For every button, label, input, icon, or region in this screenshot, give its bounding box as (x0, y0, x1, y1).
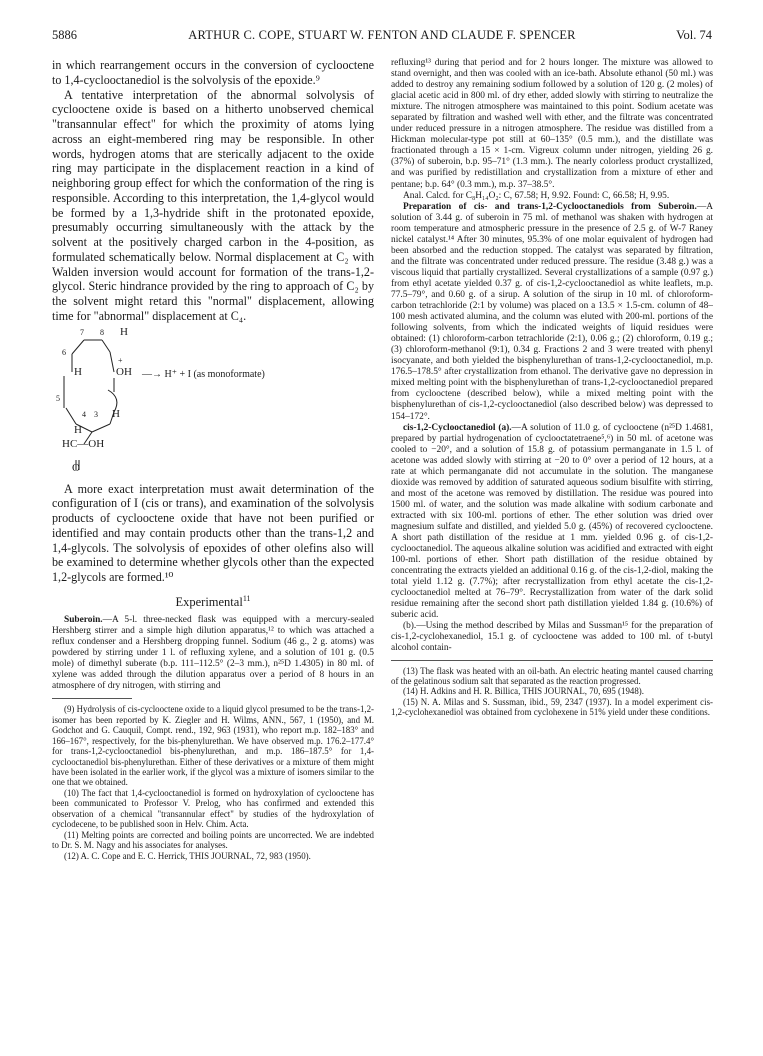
paragraph (52, 615, 374, 692)
paragraph: A tentative interpretation of the abnormal solvolysis of cyclooctene oxide is based on a hitherto unobserved chemical "transannular effect" for which the proximity of atoms lying across an eight-membered ring may be responsible. In other words, hydrogen atoms that are sterically adjacent to the oxide ring may participate in the displacement reaction in a kind of neighboring group effect for which the conformation of the ring is responsible. According to this interpretation, the 1,4-glycol would be formed by a 1,3-hydride shift in the protonated epoxide, presumably occurring simultaneously with the attack by the solvent at the positively charged carbon in the 4-position, as formulated schematically below. Normal displacement at C₂ with Walden inversion would account for formation of the trans-1,2-glycol. Steric hindrance provided by the ring to approach of C₂ by the solvent might retard this "normal" displacement, allowing time for "abnormal" displacement at C₄. (52, 87, 374, 323)
paragraph: Anal. Calcd. for C₈H₁₄O₂: C, 67.58; H, 9.92. Found: C, 66.58; H, 9.95. (403, 190, 670, 201)
volume-label: Vol. 74 (676, 28, 712, 42)
footnote: (12) A. C. Cope and E. C. Herrick, THIS JOURNAL, 72, 983 (1950). (64, 850, 311, 861)
atom-number-3: 3 (94, 409, 98, 419)
page-number: 5886 (52, 28, 77, 42)
run-in-title: cis-1,2-Cyclooctanediol (a). (403, 422, 512, 433)
hydrogen-label: H (74, 365, 82, 378)
hydrogen-label: H (74, 423, 82, 436)
footnote: (14) H. Adkins and H. R. Billica, THIS JOURNAL, 70, 695 (1948). (403, 686, 644, 697)
author-line: ARTHUR C. COPE, STUART W. FENTON AND CLAUDE F. SPENCER (188, 28, 576, 42)
paragraph: in which rearrangement occurs in the conversion of cyclooctene to 1,4-cyclooctanediol is the solvolysis of the epoxide.⁹ (52, 58, 374, 87)
paragraph (391, 423, 713, 622)
footnote-divider (52, 698, 132, 699)
footnote-marker: 11 (242, 593, 251, 603)
paragraph: A more exact interpretation must await determination of the configuration of I (cis or trans), and examination of the solvolysis products of cyclooctene oxide that have not been purified or identified and may contain products other than the trans-1,2 and 1,4-glycols. The solvolysis of epoxides of other olefins also will be examined to determine whether glycols other than the expected 1,2-glycols are formed.¹⁰ (52, 481, 374, 584)
paragraph: (b).—Using the method described by Milas and Sussman¹⁵ for the preparation of cis-1,2-cyclohexanediol, 15.1 g. of cyclooctene was added to 100 ml. of t-butyl alcohol contain- (391, 621, 713, 654)
reaction-arrow-products: —→ H⁺ + I (as monoformate) (142, 368, 265, 380)
experimental-heading: Experimental (175, 594, 243, 609)
run-in-title: Suberoin. (64, 614, 103, 625)
hydroxyl-label: OH (116, 365, 132, 378)
paragraph-text: —A 5-l. three-necked flask was equipped with a mercury-sealed Hershberg stirrer and a simple high dilution apparatus,¹² to which was attached a reflux condenser and a Hershberg dropping funnel. Sodium (46 g., 2 g. atoms) was powdered by stirring under 1 l. of refluxing xylene, and a solution of 101 g. (0.5 mole) of dimethyl suberate (b.p. 111–112.5° (2–3 mm.), n²⁵D 1.4305) in 80 ml. of xylene was added through the dilution apparatus over a period of 8 hours in an atmosphere of dry nitrogen, with stirring and (52, 614, 374, 692)
atom-number-6: 6 (62, 347, 66, 357)
atom-number-4: 4 (82, 409, 86, 419)
atom-number-8: 8 (100, 327, 104, 337)
plus-charge: + (118, 355, 123, 365)
right-column (391, 58, 713, 718)
reaction-scheme-bonds (52, 325, 374, 474)
hydrogen-label: H (120, 325, 128, 338)
paragraph-text: —A solution of 3.44 g. of suberoin in 75 ml. of methanol was shaken with hydrogen at room temperature and atmospheric pressure in the presence of 2.5 g. of W-7 Raney nickel catalyst.¹⁴ After 30 minutes, 95.3% of one molar equivalent of hydrogen had been absorbed and the reduction stopped. The catalyst was separated by filtration, and the filtrate was concentrated under reduced pressure. The residue (3.48 g.) was a viscous liquid that partially crystallized. Several crystallizations of a sample (0.97 g.) from ethyl acetate yielded 0.37 g. of cis-1,2-cyclooctanediol as white leaflets, m.p. 77.5–79°, and 0.60 g. of a sirup. A solution of the sirup in 10 ml. of chloroform-carbon tetrachloride (2:1 by volume) was placed on a 13.5 × 1.5-cm. column of 48–100 mesh activated alumina, and the column was eluted with 200-ml. portions of the following solvents, from which the indicated weights of liquid residues were obtained: (1) chloroform-carbon tetrachloride (2:1), 0.06 g.; (2) chloroform, 0.19 g.; (3) chloroform-methanol (9:1), 0.34 g. Fractions 2 and 3 were treated with phenyl isocyanate, and both yielded the bisphenylurethan of trans-1,2-cyclooctanediol, m.p. 176.5–178.5° after crystallization from ethanol. The derivative gave no depression in mixed melting point with the bisphenylurethan of trans-1,2-cyclooctanediol prepared from cyclooctene (described below), while a mixed melting point with the bisphenylurethan of cis-1,2-cyclooctanediol (also described below) was depressed to 154–172°. (391, 201, 713, 422)
paragraph (391, 202, 713, 423)
left-column (52, 58, 374, 861)
footnote: (11) Melting points are corrected and boiling points are uncorrected. We are indebted to Dr. S. M. Nagy and his associates for analyses. (52, 829, 374, 851)
footnote-divider (391, 660, 713, 661)
run-in-title: Preparation of cis- and trans-1,2-Cyclooctanediols from Suberoin. (403, 201, 697, 212)
footnote: (15) N. A. Milas and S. Sussman, ibid., 59, 2347 (1937). In a model experiment cis-1,2-cyclohexanediol was obtained from cyclohexene in 51% yield under these conditions. (391, 696, 713, 718)
section-heading (52, 594, 374, 610)
hc-oh-label: HC—OH (62, 437, 105, 450)
reaction-scheme (52, 325, 374, 474)
atom-number-5: 5 (56, 393, 60, 403)
running-header (52, 28, 712, 46)
atom-number-7: 7 (80, 327, 84, 337)
footnote: (9) Hydrolysis of cis-cyclooctene oxide to a liquid glycol presumed to be the trans-1,2-isomer has been reported by K. Ziegler and H. Wilms, ANN., 567, 1 (1950), and M. Godchot and G. Cauquil, Compt. rend., 192, 963 (1931), who report m.p. 182–183° and 166–167°, respectively, for the bis-phenylurethan. We have observed m.p. 176.2–177.4° for trans-1,2-cyclooctanediol bis-phenylurethan, and m.p. 186–187.5° for 1,4-cyclooctanediol bis-phenylurethan. Either of these derivatives or a mixture of them might have been isolated in the earlier work, if the glycol was a mixture of isomers similar to the one that we obtained. (52, 704, 374, 788)
oxygen-label: O (72, 461, 80, 474)
footnote: (10) The fact that 1,4-cyclooctanediol is formed on hydroxylation of cyclooctene has been communicated to Professor V. Prelog, who has confirmed and extended this observation of a chemical "transannular effect" by studies of the hydroxylation of cyclodecene, to be published soon in Helv. Chim. Acta. (52, 787, 374, 830)
footnote: (13) The flask was heated with an oil-bath. An electric heating mantel caused charring of the gelatinous sodium salt that separated as the reaction progressed. (391, 665, 713, 686)
paragraph-text: —A solution of 11.0 g. of cyclooctene (n²⁵D 1.4681, prepared by partial hydrogenation of cyclooctatetraene⁵,⁶) in 50 ml. of acetone was cooled to −20°, and a solution of 15.8 g. of potassium permanganate in 1.5 l. of acetone was added slowly with stirring at −20 to 0° over a period of 12 hours, at a rate at which permanganate did not accumulate in the solution. The manganese dioxide was removed by addition of saturated aqueous sodium bisulfite with stirring, and most of the acetone was removed by distillation. The residue was poured into 1500 ml. of water, and the solution was made alkaline with sodium carbonate and extracted with six 100-ml. portions of ether. The ether solution was dried over magnesium sulfate and distilled, and yielded 5.0 g. (45%) of recovered cyclooctene. A short path distillation of the residue at 1 mm. yielded 0.96 g. of cis-1,2-cyclooctanediol. The aqueous alkaline solution was acidified and extracted with eight 100-ml. portions of ether. Short path distillation of the residue obtained by concentrating the extracts yielded an additional 0.16 g. of the cis-1,2-diol, making the total yield 1.12 g. (7.7%); after recrystallization from ethyl acetate the cis-1,2-cyclooctanediol melted at 76–79°. Recrystallization from water of the dark solid residue remaining after the second short path distillation yielded 1.84 g. (10.6%) of suberic acid. (391, 422, 713, 621)
paragraph: refluxing¹³ during that period and for 2 hours longer. The mixture was allowed to stand overnight, and then was cooled with an ice-bath. Absolute ethanol (50 ml.) was added to destroy any remaining sodium followed by a solution of 120 g. (2 moles) of glacial acetic acid in 800 ml. of dry ether, added slowly with stirring to neutralize the mixture. The nitrogen atmosphere was maintained to this point. Sodium acetate was separated by filtration and washed well with ether, and the filtrate was concentrated under reduced pressure in a nitrogen atmosphere. The residue was distilled from a Hickman molecular-type pot still at 60–135° (0.5 mm.), and the distillate was fractionated through a 15 × 1-cm. Vigreux column under nitrogen, yielding 26 g. (37%) of suberoin, b.p. 95–71° (1.3 mm.). The nearly colorless product crystallized, and was purified by redistillation and crystallization from a mixture of ether and pentane; b.p. 64° (0.3 mm.), m.p. 37–38.5°. (391, 58, 713, 190)
hydrogen-label: H (112, 407, 120, 420)
